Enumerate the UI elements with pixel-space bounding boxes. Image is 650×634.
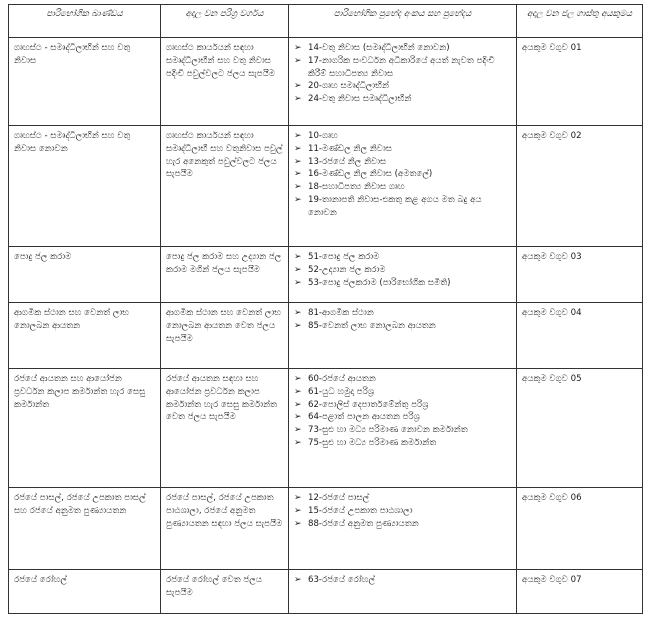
header-tariff: අදාල වන ජල ගාස්තු අයකුමය	[517, 5, 643, 38]
premises-item: ➢ 19-තානාපති නිවාස-එකතු කළ අගය මත බදු අය නොවන	[294, 194, 511, 220]
premises-cell	[289, 369, 517, 488]
premises-cell	[289, 126, 517, 247]
premises-item: ➢ 18-සහාධිපත්‍ය නිවාස ගෘහ	[294, 181, 511, 194]
category-cell: රජයේ පාසල්, රජයේ උපකාත පාසල් සහ රජයේ අනුමත පුණ්‍යායතන	[9, 488, 161, 570]
service-cell: ගෘහස්ථ කාර්යයන් සඳහා සමෘද්ධිලාභීන් සහ වතු නිවාස පදිංචි පවුල්වලට ජලය සැපයීම	[161, 38, 289, 126]
header-premises: පාරිභෝගික පුභේද අංකය සහ පුභේදය	[289, 5, 517, 38]
table-row	[9, 247, 643, 303]
table-row	[9, 369, 643, 488]
premises-item: ➢ 10-ගෘහ	[294, 130, 511, 143]
tariff-cell: අයකුම වගුව 02	[517, 126, 643, 247]
category-cell: ගෘහස්ථ - සමෘද්ධිලාභීන් සහ වතු නිවාස නොවන	[9, 126, 161, 247]
tariff-cell: අයකුම වගුව 04	[517, 303, 643, 369]
service-cell: රජයේ පාසල්, රජයේ උපකාත පාඨශාලා, රජයේ අනුමත පුණ්‍යායතන සඳහා ජලය සැපයීම	[161, 488, 289, 570]
category-cell: ගෘහස්ථ - සමෘද්ධිලාභීන් සහ වතු නිවාස	[9, 38, 161, 126]
service-cell: ආගමික ස්ථාන සහ වෙනත් ලාභ නොලබන ආයතන වෙත ජලය සැපයීම	[161, 303, 289, 369]
table-row	[9, 303, 643, 369]
premises-item: ➢ 51-පොදු ජල කරාම	[294, 251, 511, 264]
premises-item: ➢ 81-ආගමික ස්ථාන	[294, 307, 511, 320]
premises-item: ➢ 64-පළාත් පාලන ආයතන පරිශ්‍ර	[294, 411, 511, 424]
premises-cell	[289, 38, 517, 126]
tariff-cell: අයකුම වගුව 01	[517, 38, 643, 126]
premises-item: ➢ 15-රජයේ උපකාත පාඨශාලා	[294, 505, 511, 518]
water-tariff-table	[8, 4, 643, 614]
premises-cell	[289, 303, 517, 369]
tariff-cell: අයකුම වගුව 06	[517, 488, 643, 570]
premises-item: ➢ 53-පොදු ජලකරාම (පාරිභෝගික සමිති)	[294, 277, 511, 290]
tariff-cell: අයකුම වගුව 03	[517, 247, 643, 303]
header-category: පාරිභෝගික ඛාණ්ඩය	[9, 5, 161, 38]
premises-item: ➢ 24-වතු නිවාස සමෘද්ධිලාභීන්	[294, 93, 511, 106]
premises-cell	[289, 488, 517, 570]
premises-item: ➢ 73-සුළු හා මධ්‍ය පරිමාණ නොවන කර්මාන්ත	[294, 424, 511, 437]
service-cell: රජයේ රෝහල් වෙත ජලය සැපයීම	[161, 570, 289, 614]
table-row	[9, 488, 643, 570]
premises-cell	[289, 570, 517, 614]
tariff-cell: අයකුම වගුව 05	[517, 369, 643, 488]
premises-item: ➢ 88-රජයේ අනුමත පුණ්‍යායතන	[294, 518, 511, 531]
premises-item: ➢ 60-රජයේ ආයතන	[294, 373, 511, 386]
premises-item: ➢ 12-රජයේ පාසල්	[294, 492, 511, 505]
table-row	[9, 126, 643, 247]
premises-item: ➢ 14-වතු නිවාස (සමෘද්ධිලාභීන් නොවන)	[294, 42, 511, 55]
premises-item: ➢ 20-ගෘහ සමෘද්ධිලාභීන්	[294, 80, 511, 93]
header-row	[9, 5, 643, 38]
premises-item: ➢ 11-මණ්ඩල නිල නිවාස	[294, 143, 511, 156]
premises-item: ➢ 16-මණ්ඩල නිල නිවාස (අමතලේ)	[294, 168, 511, 181]
service-cell: රජයේ ආයතන සඳහා සහ ආයෝජන ප්‍රවර්ධන කලාප කර්මාන්ත හැර සෙසු කර්මාන්ත වෙත ජලය සැපයීම	[161, 369, 289, 488]
category-cell: පොදු ජල කරාම	[9, 247, 161, 303]
premises-item: ➢ 75-සුළු හා මධ්‍ය පරිමාණ කර්මාන්ත	[294, 437, 511, 450]
service-cell: ගෘහස්ථ කාර්යයන් සඳහා සමෘද්ධිලාභී සහ වතුනිවාස පවුල් හැර අනෙකුත් පවුල්වලට ජලය සැපයීම	[161, 126, 289, 247]
service-cell: පොදු ජල කරාම සහ උද්‍යාන ජල කරාම මගින් ජලය සැපයීම	[161, 247, 289, 303]
tariff-cell: අයකුම වගුව 07	[517, 570, 643, 614]
premises-item: ➢ 17-නාගරික සංවර්ධන අධිකාරියේ අයත් නැවත පදිංචි කිරීම් සහාධිපත්‍ය නිවාස	[294, 55, 511, 81]
category-cell: රජයේ රෝහල්	[9, 570, 161, 614]
table-row	[9, 38, 643, 126]
table-row	[9, 570, 643, 614]
premises-item: ➢ 52-උද්‍යාන ජල කරාම	[294, 264, 511, 277]
category-cell: ආගමික ස්ථාන සහ වෙනත් ලාභ නොලබන ආයතන	[9, 303, 161, 369]
premises-item: ➢ 13-රජයේ නිල නිවාස	[294, 156, 511, 169]
category-cell: රජයේ ආයතන සහ ආයෝජන ප්‍රවර්ධන කලාප කර්මාන්ත හැර සෙසු කර්මාන්ත	[9, 369, 161, 488]
premises-item: ➢ 62-පොලිස් දෙපාර්තමේන්තු පරිශ්‍ර	[294, 399, 511, 412]
header-service: අදාල වන පරිග්‍ර වර්ගය	[161, 5, 289, 38]
premises-cell	[289, 247, 517, 303]
premises-item: ➢ 61-යුධ හමුදා පරිශ්‍ර	[294, 386, 511, 399]
premises-item: ➢ 63-රජයේ රෝහල්	[294, 574, 511, 587]
premises-item: ➢ 85-වෙනත් ලාභ නොලබන ආයතන	[294, 320, 511, 333]
